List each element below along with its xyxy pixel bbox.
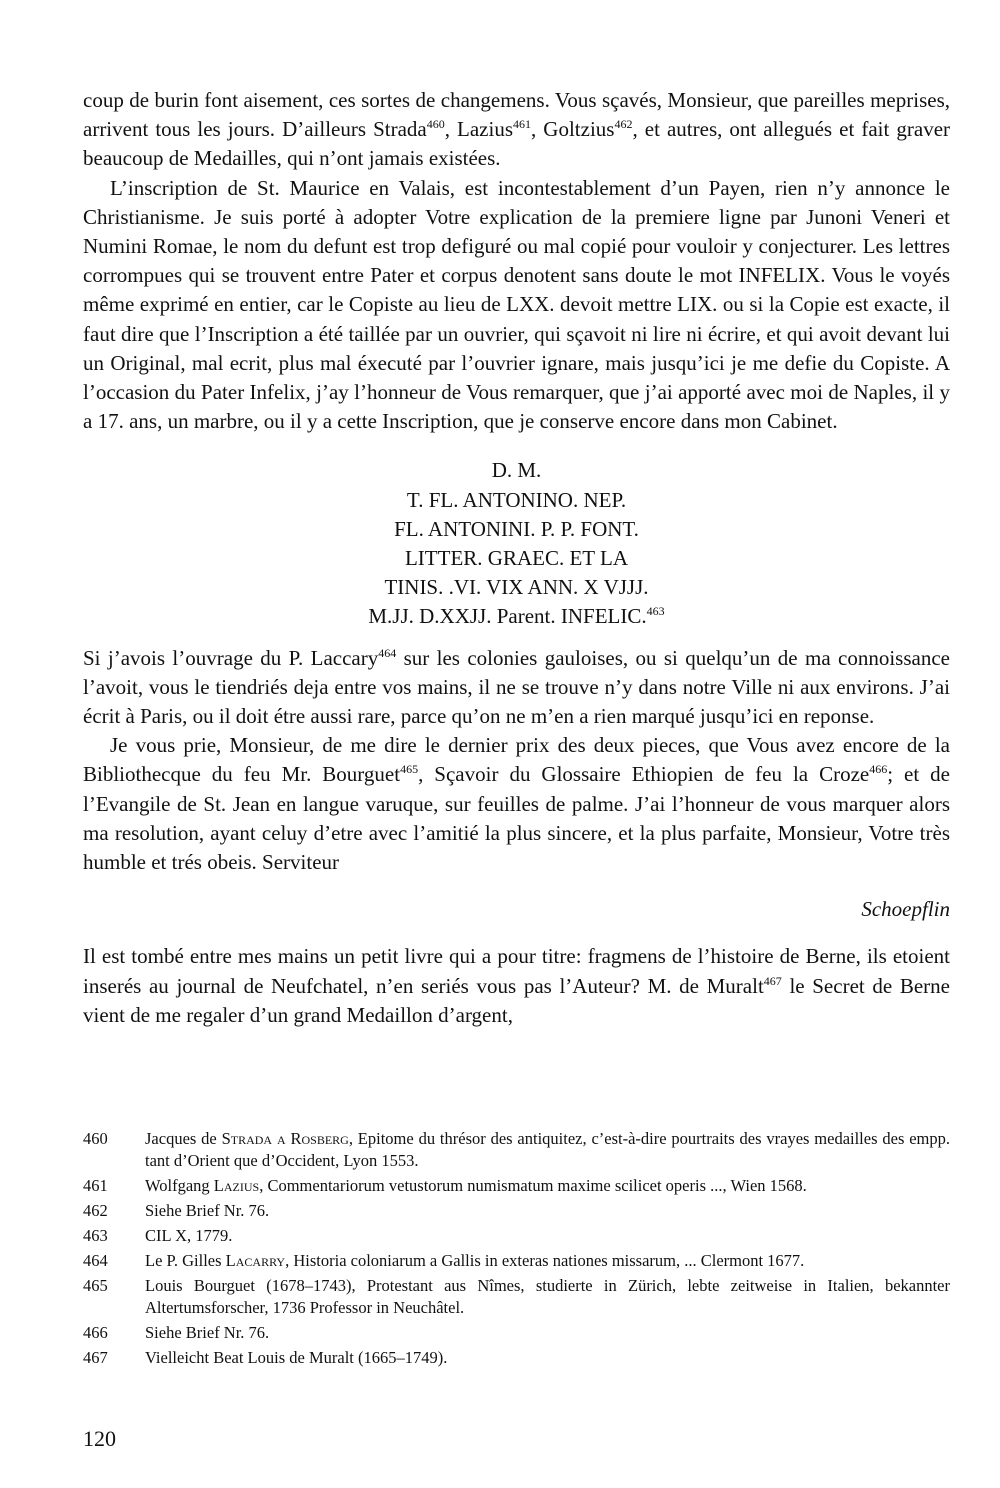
- paragraph-2: L’inscription de St. Maurice en Valais, est incontestablement d’un Payen, rien n’y annonce le Christianisme. Je suis porté à adopter Votre explication de la premiere ligne par Junoni Veneri et Numini Romae, le nom du defunt est trop defiguré ou mal copié pour vouloir y conjecturer. Les lettres corrompues qui se trouvent entre Pater et corpus denotent sans doute le mot INFELIX. Vous le voyés même exprimé en entier, car le Copiste au lieu de LXX. devoit mettre LIX. ou si la Copie est exacte, il faut dire que l’Inscription a été taillée par un ouvrier, qui sçavoit ni lire ni écrire, et qui avoit devant lui un Original, mal ecrit, plus mal éxecuté par l’ouvrier ignare, mais jusqu’ici je me defie du Copiste. A l’occasion du Pater Infelix, j’ay l’honneur de Vous remarquer, que j’ai apporté avec moi de Naples, il y a 17. ans, un marbre, ou il y a cette Inscription, que je conserve encore dans mon Cabinet.: [83, 175, 950, 434]
- page-number: 120: [83, 1426, 116, 1451]
- footnote-number: 463: [83, 1226, 108, 1245]
- footnote-ref-463[interactable]: 463: [646, 604, 665, 619]
- footnote-number: 460: [83, 1129, 108, 1148]
- footnote-ref-465[interactable]: 465: [400, 762, 419, 777]
- footnotes-section: [83, 1128, 950, 1372]
- inscription-line-2: T. FL. ANTONINO. NEP.: [406, 487, 627, 512]
- paragraph-4: Je vous prie, Monsieur, de me dire le dernier prix des deux pieces, que Vous avez encore de la Bibliothecque du feu Mr. Bourguet$^{465}$, Sçavoir du Glossaire Ethiopien de feu la Croze$^{466}$; et de l’Evangile de St. Jean en langue varuque, sur feuilles de palme. J’ai l’honneur de vous marquer alors ma resolution, ayant celuy d’etre avec l’amitié la plus sincere, et la plus parfaite, Monsieur, Votre très humble et trés obeis. Serviteur: [83, 733, 951, 875]
- paragraph-3: Si j’avois l’ouvrage du P. Laccary$^{464}$ sur les colonies gauloises, ou si quelqu’un de ma connoissance l’avoit, vous le tiendriés deja entre vos mains, il ne se trouve n’y dans notre Ville ni aux environs. J’ai écrit à Paris, ou il doit étre aussi rare, parce qu’on ne m’en a rien marqué jusqu’ici en reponse.: [83, 645, 950, 729]
- footnote-ref-464[interactable]: 464: [378, 645, 397, 660]
- footnote-ref-462[interactable]: 462: [614, 117, 633, 132]
- footnote-464: [83, 1250, 950, 1272]
- inscription-line-3: FL. ANTONINI. P. P. FONT.: [394, 516, 639, 541]
- footnote-number: 461: [83, 1176, 108, 1195]
- footnote-465: [83, 1275, 950, 1319]
- paragraph-5: Il est tombé entre mes mains un petit livre qui a pour titre: fragmens de l’histoire de Berne, ils etoient inserés au journal de Neufchatel, n’en seriés vous pas l’Auteur? M. de Muralt$^{467}$ le Secret de Berne vient de me regaler d’un grand Medaillon d’argent,: [83, 944, 950, 1027]
- footnote-number: 466: [83, 1323, 108, 1342]
- footnote-460: [83, 1128, 950, 1172]
- inscription-line-6: M.JJ. D.XXJJ. Parent. INFELIC.$^{463}$: [368, 604, 665, 629]
- footnote-ref-466[interactable]: 466: [869, 762, 888, 777]
- footnote-467: [83, 1347, 950, 1369]
- footnote-text: Siehe Brief Nr. 76.: [145, 1201, 270, 1220]
- footnote-text: Wolfgang Lazius, Commentariorum vetustorum numismatum maxime scilicet operis ..., Wien 1568.: [145, 1176, 807, 1195]
- footnote-number: 465: [83, 1276, 108, 1295]
- inscription-line-4: LITTER. GRAEC. ET LA: [404, 546, 628, 571]
- footnote-text: Louis Bourguet (1678–1743), Protestant aus Nîmes, studierte in Zürich, lebte zeitweise in Italien, bekannter Altertumsforscher, 1736 Professor in Neuchâtel.: [145, 1276, 950, 1317]
- inscription-line-1: D. M.: [491, 458, 542, 483]
- footnote-ref-460[interactable]: 460: [426, 117, 445, 132]
- footnote-number: 464: [83, 1251, 108, 1270]
- footnote-466: [83, 1322, 950, 1344]
- inscription-line-5: TINIS. .VI. VIX ANN. X VJJJ.: [384, 575, 649, 600]
- footnote-462: [83, 1200, 950, 1222]
- footnote-text: Le P. Gilles Lacarry, Historia coloniarum a Gallis in exteras nationes missarum, ... Clermont 1677.: [145, 1251, 805, 1270]
- footnote-463: [83, 1225, 950, 1247]
- inscription-block: [83, 456, 950, 631]
- footnote-number: 467: [83, 1348, 108, 1367]
- footnote-text: Jacques de Strada a Rosberg, Epitome du thrésor des antiquitez, c’est-à-dire pourtraits des vrayes medailles des empp. tant d’Orient que d’Occident, Lyon 1553.: [145, 1129, 950, 1170]
- signature: Schoepflin: [861, 897, 950, 922]
- footnote-ref-461[interactable]: 461: [513, 117, 532, 132]
- footnote-461: [83, 1175, 950, 1197]
- footnote-text: Siehe Brief Nr. 76.: [145, 1323, 270, 1342]
- footnote-number: 462: [83, 1201, 108, 1220]
- footnote-text: Vielleicht Beat Louis de Muralt (1665–1749).: [145, 1348, 448, 1367]
- paragraph-1: coup de burin font aisement, ces sortes de changemens. Vous sçavés, Monsieur, que pareilles meprises, arrivent tous les jours. D’ailleurs Strada$^{460}$, Lazius$^{461}$, Goltzius$^{462}$, et autres, ont allegués et fait graver beaucoup de Medailles, qui n’ont jamais existées.: [83, 88, 951, 171]
- page-body: [83, 86, 950, 1030]
- footnote-text: CIL X, 1779.: [145, 1226, 233, 1245]
- footnote-ref-467[interactable]: 467: [763, 973, 782, 988]
